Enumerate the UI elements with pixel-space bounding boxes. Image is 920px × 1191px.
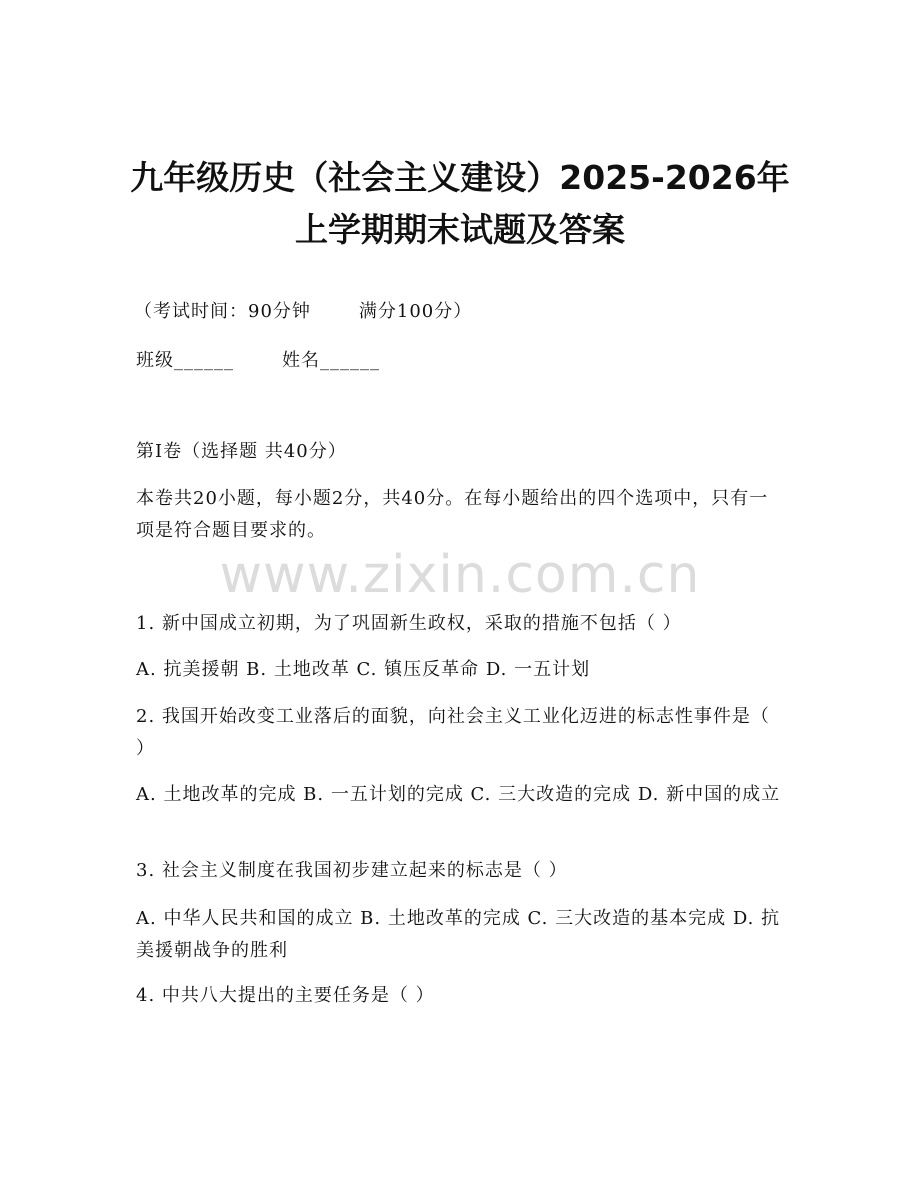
name-field: 姓名______ [282, 350, 380, 371]
section-heading: 第Ⅰ卷（选择题 共40分） [136, 441, 347, 462]
class-field: 班级______ [136, 350, 234, 371]
watermark: www.zixin.com.cn [219, 545, 701, 605]
exam-info-line [134, 298, 784, 326]
question-1-stem: 1. 新中国成立初期，为了巩固新生政权，采取的措施不包括（ ） [136, 613, 682, 634]
question-3-stem: 3. 社会主义制度在我国初步建立起来的标志是（ ） [136, 860, 568, 881]
question-3-options: A. 中华人民共和国的成立 B. 土地改革的完成 C. 三大改造的基本完成 D. 抗美援朝战争的胜利 [136, 908, 781, 961]
question-1-options: A. 抗美援朝 B. 土地改革 C. 镇压反革命 D. 一五计划 [136, 659, 591, 680]
full-score: 满分100分） [358, 301, 473, 322]
question-2-stem: 2. 我国开始改变工业落后的面貌，向社会主义工业化迈进的标志性事件是（ ） [136, 706, 770, 759]
document-title-line1: 九年级历史（社会主义建设）2025-2026年 [130, 158, 790, 197]
section-instructions: 本卷共20小题，每小题2分，共40分。在每小题给出的四个选项中，只有一项是符合题目要求的。 [136, 488, 769, 541]
question-4-stem: 4. 中共八大提出的主要任务是（ ） [136, 985, 435, 1006]
exam-time: （考试时间：90分钟 [134, 301, 311, 322]
student-info-line [136, 347, 786, 375]
document-title-line2: 上学期期末试题及答案 [295, 210, 625, 249]
question-2-options: A. 土地改革的完成 B. 一五计划的完成 C. 三大改造的完成 D. 新中国的成立 [136, 784, 781, 805]
